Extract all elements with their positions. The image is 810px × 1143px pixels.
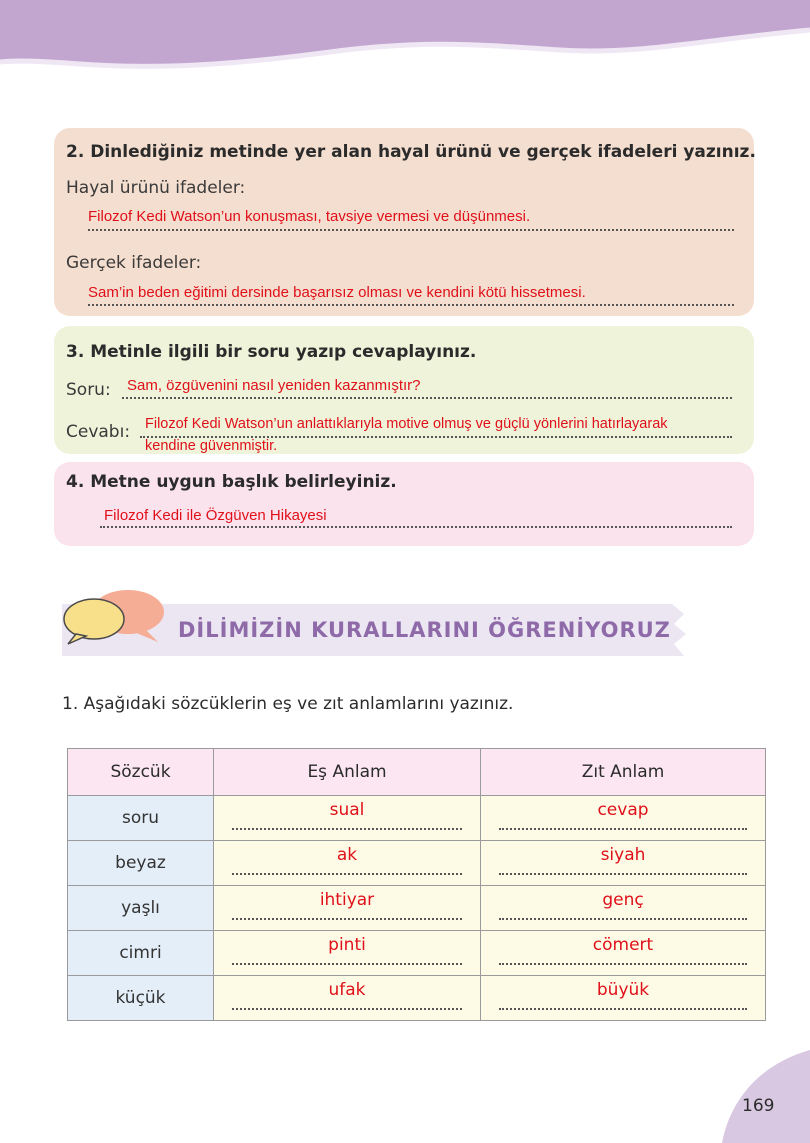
synonym-antonym-table — [67, 748, 766, 1021]
word-cell: yaşlı — [68, 886, 214, 931]
synonym-cell[interactable] — [214, 841, 481, 886]
question-4-title: 4. Metne uygun başlık belirleyiniz. — [66, 472, 397, 492]
question-2-title: 2. Dinlediğiniz metinde yer alan hayal ürünü ve gerçek ifadeleri yazınız. — [66, 142, 756, 162]
header-wave-decoration — [0, 0, 810, 110]
synonym-cell[interactable] — [214, 886, 481, 931]
antonym-answer: cömert — [592, 935, 654, 955]
header-synonym: Eş Anlam — [214, 749, 481, 796]
header-antonym: Zıt Anlam — [481, 749, 766, 796]
antonym-line — [499, 963, 747, 965]
table-row — [68, 886, 766, 931]
word-cell: beyaz — [68, 841, 214, 886]
table-header-row — [68, 749, 766, 796]
gercek-answer-line — [88, 304, 734, 306]
hayal-label: Hayal ürünü ifadeler: — [66, 178, 246, 198]
antonym-cell[interactable] — [481, 976, 766, 1021]
antonym-answer: cevap — [597, 800, 649, 820]
word-cell: soru — [68, 796, 214, 841]
synonym-line — [232, 1008, 462, 1010]
synonym-line — [232, 873, 462, 875]
header-word: Sözcük — [68, 749, 214, 796]
soru-answer[interactable]: Sam, özgüvenini nasıl yeniden kazanmıştır? — [127, 377, 421, 394]
cevap-answer-line-2[interactable]: kendine güvenmiştir. — [145, 438, 278, 454]
synonym-line — [232, 963, 462, 965]
page-number: 169 — [742, 1096, 775, 1116]
page-corner-decoration — [700, 1040, 810, 1143]
antonym-cell[interactable] — [481, 886, 766, 931]
synonym-cell[interactable] — [214, 976, 481, 1021]
hayal-answer-line — [88, 229, 734, 231]
question-4-answer-line — [100, 526, 732, 528]
word-cell: küçük — [68, 976, 214, 1021]
synonym-answer: sual — [329, 800, 365, 820]
synonym-cell[interactable] — [214, 796, 481, 841]
synonym-answer: pinti — [328, 935, 366, 955]
antonym-line — [499, 1008, 747, 1010]
antonym-line — [499, 828, 747, 830]
synonym-answer: ufak — [328, 980, 366, 1000]
word-cell: cimri — [68, 931, 214, 976]
soru-answer-line — [122, 397, 732, 399]
antonym-answer: siyah — [600, 845, 646, 865]
cevap-answer-line-1[interactable]: Filozof Kedi Watson’un anlattıklarıyla motive olmuş ve güçlü yönlerini hatırlayarak — [145, 416, 668, 432]
gercek-answer[interactable]: Sam’in beden eğitimi dersinde başarısız olması ve kendini kötü hissetmesi. — [88, 284, 586, 301]
antonym-answer: büyük — [596, 980, 650, 1000]
cevap-label: Cevabı: — [66, 422, 131, 442]
table-row — [68, 931, 766, 976]
antonym-answer: genç — [602, 890, 644, 910]
table-row — [68, 976, 766, 1021]
exercise-1-title: 1. Aşağıdaki sözcüklerin eş ve zıt anlamlarını yazınız. — [62, 694, 514, 714]
synonym-cell[interactable] — [214, 931, 481, 976]
section-title: DİLİMİZİN KURALLARINI ÖĞRENİYORUZ — [178, 618, 671, 642]
antonym-line — [499, 873, 747, 875]
speech-bubbles-icon — [60, 588, 168, 646]
table-row — [68, 796, 766, 841]
antonym-cell[interactable] — [481, 931, 766, 976]
antonym-cell[interactable] — [481, 841, 766, 886]
question-3-title: 3. Metinle ilgili bir soru yazıp cevaplayınız. — [66, 342, 477, 362]
synonym-answer: ak — [336, 845, 358, 865]
synonym-line — [232, 918, 462, 920]
antonym-line — [499, 918, 747, 920]
hayal-answer[interactable]: Filozof Kedi Watson’un konuşması, tavsiye vermesi ve düşünmesi. — [88, 208, 531, 225]
antonym-cell[interactable] — [481, 796, 766, 841]
question-4-answer[interactable]: Filozof Kedi ile Özgüven Hikayesi — [104, 507, 327, 524]
gercek-label: Gerçek ifadeler: — [66, 253, 202, 273]
soru-label: Soru: — [66, 380, 111, 400]
table-row — [68, 841, 766, 886]
synonym-answer: ihtiyar — [319, 890, 375, 910]
synonym-line — [232, 828, 462, 830]
